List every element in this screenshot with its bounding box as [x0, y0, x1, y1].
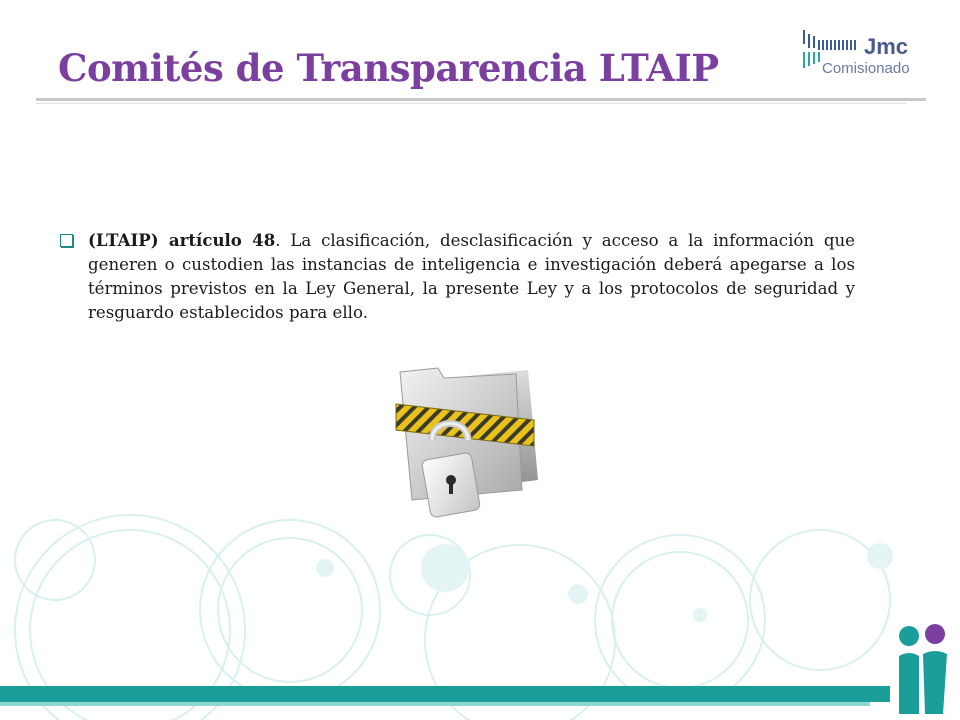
- content-body: [60, 228, 855, 325]
- bottom-accent-bar: [0, 686, 890, 702]
- ii-logo-icon: [895, 622, 953, 720]
- square-bullet-icon: [60, 234, 73, 247]
- slide-title: Comités de Transparencia LTAIP: [58, 46, 719, 90]
- logo-subtitle: Comisionado: [822, 60, 910, 77]
- logo-name: Jmc: [864, 34, 909, 59]
- article-text: . La clasificación, desclasificación y acceso a la información que generen o custodien las instancias de inteligencia e investigación deberá apegarse a los términos previstos en la Ley General, la presente Ley y a los protocolos de seguridad y resguardo establecidos para ello.: [88, 231, 855, 322]
- bullet-paragraph: [60, 228, 855, 325]
- locked-folder-icon: [388, 360, 548, 525]
- bottom-accent-line: [0, 702, 870, 706]
- title-divider: [36, 98, 926, 101]
- title-divider-secondary: [36, 103, 906, 104]
- jmc-logo: [800, 28, 940, 84]
- article-reference: (LTAIP) artículo 48: [88, 230, 276, 250]
